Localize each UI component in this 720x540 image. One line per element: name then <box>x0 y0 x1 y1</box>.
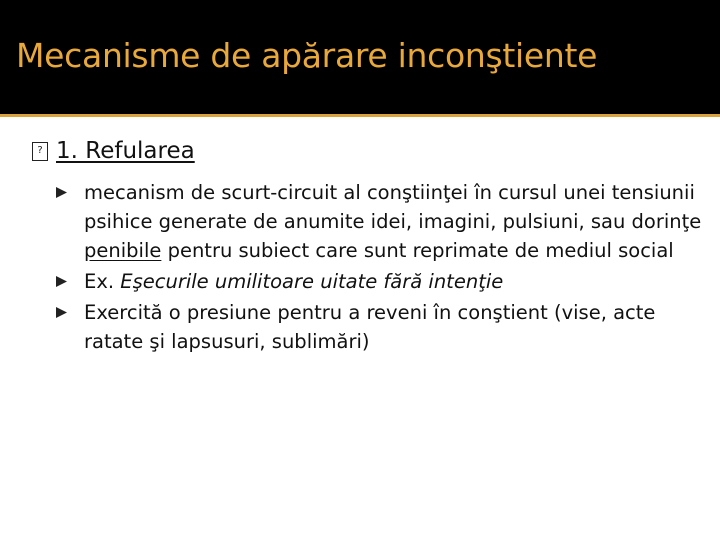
bullet-text-part1: mecanism de scurt-circuit al conştiinţei în cursul unei tensiunii psihice generate de anumite idei, imagini, pulsiuni, sau dorinţe <box>84 181 702 233</box>
list-item <box>56 298 706 356</box>
bullet-arrow-icon <box>56 276 67 287</box>
section-heading <box>32 138 702 172</box>
section-heading-text: 1. Refularea <box>56 138 195 164</box>
bullet-text: Exercită o presiune pentru a reveni în conştient (vise, acte ratate şi lapsusuri, sublimări) <box>84 301 656 353</box>
bullet-arrow-icon <box>56 187 67 198</box>
slide-title: Mecanisme de apărare inconştiente <box>16 36 598 75</box>
bullet-arrow-icon <box>56 307 67 318</box>
slide-content <box>32 138 702 353</box>
list-item <box>56 267 706 296</box>
bullet-text-italic: Eşecurile umilitoare uitate fără intenţie <box>120 270 504 293</box>
title-accent-line <box>0 114 720 117</box>
list-item <box>56 178 706 265</box>
bullet-text-prefix: Ex. <box>84 270 121 293</box>
missing-glyph-icon: ? <box>32 142 48 161</box>
bullet-text-part2: pentru subiect care sunt reprimate de mediul social <box>161 239 674 262</box>
bullet-list <box>56 178 706 358</box>
bullet-text-underlined: penibile <box>84 239 162 262</box>
